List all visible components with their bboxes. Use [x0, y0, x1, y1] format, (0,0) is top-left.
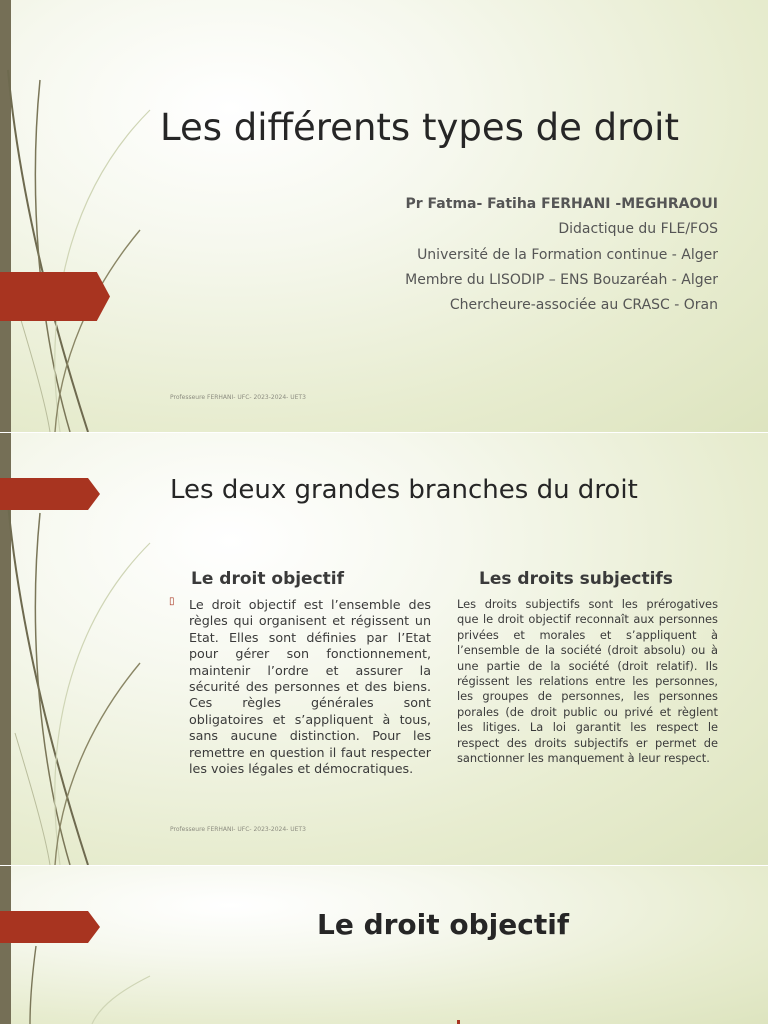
right-column-heading: Les droits subjectifs [479, 569, 673, 589]
left-column-text: Le droit objectif est l’ensemble des règles qui organisent et régissent un Etat. Elles sont définies par l’Etat pour gérer son fonctionnement, maintenir l’ordre et assurer la sécurité des personnes et des biens. Ces règles générales sont obligatoires et s’appliquent à tous, sans aucune distinction. Pour les remettre en question il faut respecter les voies légales et démocratiques. [189, 597, 431, 777]
decorative-curves [0, 0, 160, 432]
right-column-text: Les droits subjectifs sont les prérogatives que le droit objectif reconnaît aux personnes privées et morales et s’appliquent à l’ensemble de la société (droit absolu) ou à une partie de la société (droit relatif). Ils régissent les relations entre les personnes, les groupes de personnes, les personnes porales (de droit public ou privé et règlent les litiges. La loi garantit les respect le respect des droits subjectifs er permet de sanctionner les manquement à leur respect. [457, 597, 718, 766]
author-line: Membre du LISODIP – ENS Bouzaréah - Alger [405, 271, 718, 288]
arrow-marker [0, 478, 100, 510]
author-line: Chercheure-associée au CRASC - Oran [449, 297, 718, 314]
author-line: Université de la Formation continue - Alger [417, 246, 718, 263]
bullet-icon: ▯ [169, 596, 175, 607]
left-column-heading: Le droit objectif [191, 569, 345, 589]
author-name: Pr Fatma- Fatiha FERHANI -MEGHRAOUI [405, 196, 718, 212]
slide-3-title: Le droit objectif [316, 908, 570, 941]
author-block [405, 192, 718, 318]
slide-1-title: Les différents types de droit [160, 106, 679, 149]
slide-2-title: Les deux grandes branches du droit [170, 475, 638, 505]
slide-1-footer: Professeure FERHANI- UFC- 2023-2024- UET3 [170, 394, 306, 401]
author-line: Didactique du FLE/FOS [558, 221, 718, 238]
slide-1 [0, 0, 768, 432]
slide-2-footer: Professeure FERHANI- UFC- 2023-2024- UET3 [170, 826, 306, 833]
arrow-marker [0, 272, 110, 321]
decorative-curves [0, 866, 160, 1024]
slide-3 [0, 866, 768, 1024]
accent-mark [457, 1020, 460, 1024]
